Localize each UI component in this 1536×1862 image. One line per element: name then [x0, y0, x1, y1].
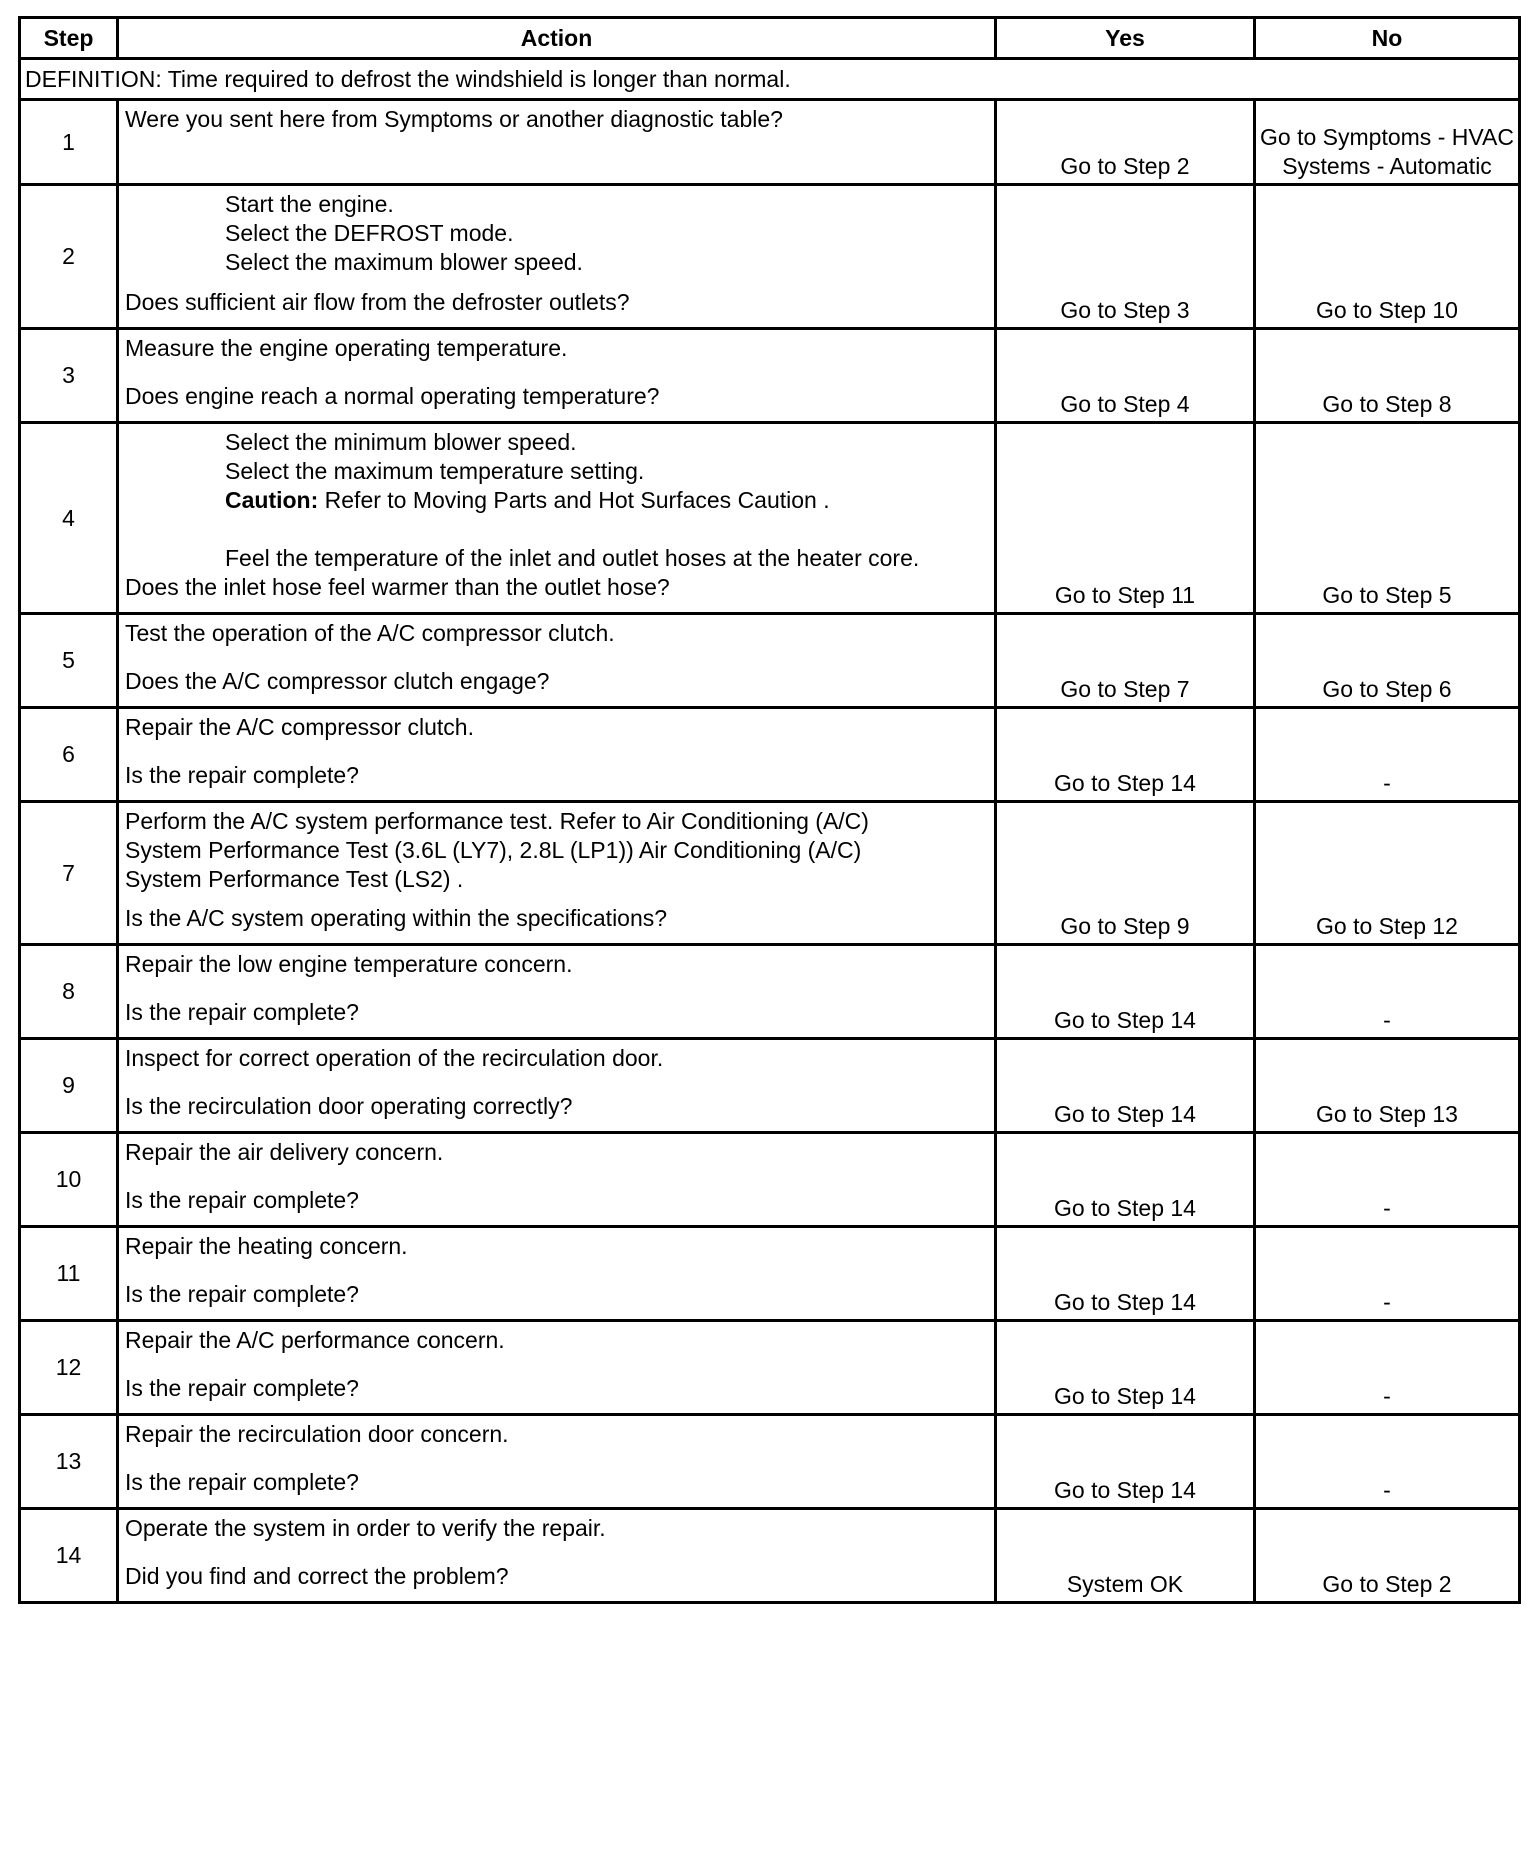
instruction-text: Select the maximum temperature setting. — [225, 458, 645, 484]
instruction-line — [125, 1232, 988, 1261]
action-cell — [118, 185, 996, 329]
step-row — [20, 802, 1520, 945]
instruction-text: Repair the A/C performance concern. — [125, 1327, 505, 1353]
action-content — [125, 1138, 988, 1215]
instruction-text: Select the maximum blower speed. — [225, 249, 583, 275]
step-number: 10 — [20, 1133, 118, 1227]
yes-result: Go to Step 11 — [996, 423, 1255, 614]
instruction-text: Feel the temperature of the inlet and outlet hoses at the heater core. — [225, 545, 920, 571]
step-number: 2 — [20, 185, 118, 329]
action-instructions — [125, 1044, 988, 1073]
action-cell — [118, 708, 996, 802]
instruction-text: Repair the recirculation door concern. — [125, 1421, 509, 1447]
step-row — [20, 1133, 1520, 1227]
instruction-line — [125, 1514, 988, 1543]
step-row — [20, 1227, 1520, 1321]
action-cell — [118, 329, 996, 423]
instruction-line — [125, 619, 988, 648]
step-row — [20, 185, 1520, 329]
step-number: 8 — [20, 945, 118, 1039]
instruction-text: Operate the system in order to verify the repair. — [125, 1515, 606, 1541]
action-cell — [118, 100, 996, 185]
instruction-text: Inspect for correct operation of the recirculation door. — [125, 1045, 664, 1071]
action-question: Is the repair complete? — [125, 1375, 359, 1401]
instruction-line — [125, 807, 988, 836]
instruction-line — [125, 836, 988, 865]
action-question: Does the A/C compressor clutch engage? — [125, 668, 550, 694]
action-instructions — [125, 1326, 988, 1355]
header-no: No — [1255, 18, 1520, 59]
action-instructions — [125, 1138, 988, 1167]
no-result: Go to Step 10 — [1255, 185, 1520, 329]
yes-result: Go to Step 9 — [996, 802, 1255, 945]
caution-label: Caution: — [225, 487, 319, 513]
action-question: Is the repair complete? — [125, 762, 359, 788]
action-content — [125, 1326, 988, 1403]
action-content — [125, 713, 988, 790]
instruction-line — [125, 334, 988, 363]
step-row — [20, 100, 1520, 185]
instruction-line — [125, 1138, 988, 1167]
action-instructions — [125, 190, 988, 277]
yes-result: Go to Step 3 — [996, 185, 1255, 329]
action-question: Is the repair complete? — [125, 1281, 359, 1307]
yes-result: Go to Step 14 — [996, 1133, 1255, 1227]
action-instructions — [125, 334, 988, 363]
instruction-line — [125, 219, 988, 248]
no-result: - — [1255, 1415, 1520, 1509]
action-cell — [118, 1509, 996, 1603]
instruction-text: Perform the A/C system performance test. Refer to Air Conditioning (A/C) — [125, 808, 869, 834]
no-result: - — [1255, 708, 1520, 802]
action-content — [125, 1514, 988, 1591]
action-content — [125, 105, 988, 173]
yes-result: Go to Step 14 — [996, 1415, 1255, 1509]
no-result: - — [1255, 1227, 1520, 1321]
instruction-line — [125, 105, 988, 134]
no-result: - — [1255, 1321, 1520, 1415]
header-yes: Yes — [996, 18, 1255, 59]
step-number: 3 — [20, 329, 118, 423]
no-result: - — [1255, 1133, 1520, 1227]
step-number: 5 — [20, 614, 118, 708]
instruction-line — [125, 486, 988, 515]
step-number: 6 — [20, 708, 118, 802]
action-question: Is the recirculation door operating correctly? — [125, 1093, 573, 1119]
action-instructions — [125, 1420, 988, 1449]
step-number: 1 — [20, 100, 118, 185]
step-row — [20, 329, 1520, 423]
step-row — [20, 1509, 1520, 1603]
no-result: - — [1255, 945, 1520, 1039]
action-content — [125, 1232, 988, 1309]
action-instructions — [125, 619, 988, 648]
instruction-text: Repair the air delivery concern. — [125, 1139, 444, 1165]
action-instructions — [125, 1514, 988, 1543]
yes-result: System OK — [996, 1509, 1255, 1603]
action-question: Is the repair complete? — [125, 1469, 359, 1495]
step-number: 12 — [20, 1321, 118, 1415]
action-cell — [118, 423, 996, 614]
instruction-text: Repair the A/C compressor clutch. — [125, 714, 474, 740]
step-number: 14 — [20, 1509, 118, 1603]
instruction-text: System Performance Test (LS2) . — [125, 866, 464, 892]
action-instructions — [125, 713, 988, 742]
instruction-text: Repair the heating concern. — [125, 1233, 408, 1259]
yes-result: Go to Step 14 — [996, 945, 1255, 1039]
instruction-text: Were you sent here from Symptoms or another diagnostic table? — [125, 106, 783, 132]
instruction-line — [125, 713, 988, 742]
instruction-text: Select the DEFROST mode. — [225, 220, 514, 246]
instruction-text: Start the engine. — [225, 191, 394, 217]
step-row — [20, 614, 1520, 708]
instruction-text: Select the minimum blower speed. — [225, 429, 577, 455]
instruction-line — [125, 1326, 988, 1355]
step-row — [20, 945, 1520, 1039]
step-number: 11 — [20, 1227, 118, 1321]
instruction-line — [125, 1044, 988, 1073]
no-result: Go to Step 6 — [1255, 614, 1520, 708]
action-content — [125, 1420, 988, 1497]
no-result: Go to Step 5 — [1255, 423, 1520, 614]
action-instructions — [125, 1232, 988, 1261]
no-result: Go to Step 12 — [1255, 802, 1520, 945]
action-cell — [118, 1227, 996, 1321]
instruction-text: System Performance Test (3.6L (LY7), 2.8L (LP1)) Air Conditioning (A/C) — [125, 837, 862, 863]
action-content — [125, 807, 988, 933]
step-row — [20, 708, 1520, 802]
instruction-line — [125, 248, 988, 277]
action-content — [125, 950, 988, 1027]
action-cell — [118, 1039, 996, 1133]
instruction-text: Measure the engine operating temperature. — [125, 335, 568, 361]
yes-result: Go to Step 14 — [996, 1227, 1255, 1321]
yes-result: Go to Step 14 — [996, 1321, 1255, 1415]
action-cell — [118, 1415, 996, 1509]
action-question: Does sufficient air flow from the defroster outlets? — [125, 289, 630, 315]
instruction-line — [125, 457, 988, 486]
no-result: Go to Symptoms - HVAC Systems - Automatic — [1255, 100, 1520, 185]
yes-result: Go to Step 14 — [996, 1039, 1255, 1133]
definition-text: DEFINITION: Time required to defrost the windshield is longer than normal. — [20, 59, 1520, 100]
yes-result: Go to Step 2 — [996, 100, 1255, 185]
instruction-line — [125, 544, 988, 573]
yes-result: Go to Step 4 — [996, 329, 1255, 423]
no-result: Go to Step 8 — [1255, 329, 1520, 423]
action-content — [125, 1044, 988, 1121]
no-result: Go to Step 13 — [1255, 1039, 1520, 1133]
definition-row — [20, 59, 1520, 100]
action-question: Does engine reach a normal operating temperature? — [125, 383, 660, 409]
header-action: Action — [118, 18, 996, 59]
action-cell — [118, 614, 996, 708]
step-number: 4 — [20, 423, 118, 614]
step-number: 7 — [20, 802, 118, 945]
step-number: 9 — [20, 1039, 118, 1133]
action-instructions — [125, 105, 988, 134]
diagnostic-table — [18, 16, 1521, 1604]
instruction-text: Repair the low engine temperature concern. — [125, 951, 573, 977]
action-cell — [118, 802, 996, 945]
action-question: Is the repair complete? — [125, 1187, 359, 1213]
instruction-line — [125, 428, 988, 457]
action-content — [125, 334, 988, 411]
yes-result: Go to Step 14 — [996, 708, 1255, 802]
instruction-line — [125, 950, 988, 979]
action-question: Did you find and correct the problem? — [125, 1563, 509, 1589]
step-row — [20, 1039, 1520, 1133]
step-row — [20, 1321, 1520, 1415]
action-instructions — [125, 950, 988, 979]
instruction-text: Refer to Moving Parts and Hot Surfaces Caution . — [318, 487, 830, 513]
step-number: 13 — [20, 1415, 118, 1509]
action-question: Is the repair complete? — [125, 999, 359, 1025]
action-cell — [118, 1133, 996, 1227]
step-row — [20, 423, 1520, 614]
yes-result: Go to Step 7 — [996, 614, 1255, 708]
instruction-line — [125, 865, 988, 894]
action-question: Does the inlet hose feel warmer than the outlet hose? — [125, 574, 670, 600]
instruction-line — [125, 1420, 988, 1449]
action-question: Is the A/C system operating within the specifications? — [125, 905, 668, 931]
action-instructions — [125, 807, 988, 894]
action-content — [125, 190, 988, 317]
action-cell — [118, 1321, 996, 1415]
header-step: Step — [20, 18, 118, 59]
action-instructions — [125, 428, 988, 573]
instruction-text: Test the operation of the A/C compressor clutch. — [125, 620, 615, 646]
no-result: Go to Step 2 — [1255, 1509, 1520, 1603]
action-content — [125, 428, 988, 602]
header-row — [20, 18, 1520, 59]
instruction-line — [125, 190, 988, 219]
step-row — [20, 1415, 1520, 1509]
action-cell — [118, 945, 996, 1039]
action-content — [125, 619, 988, 696]
